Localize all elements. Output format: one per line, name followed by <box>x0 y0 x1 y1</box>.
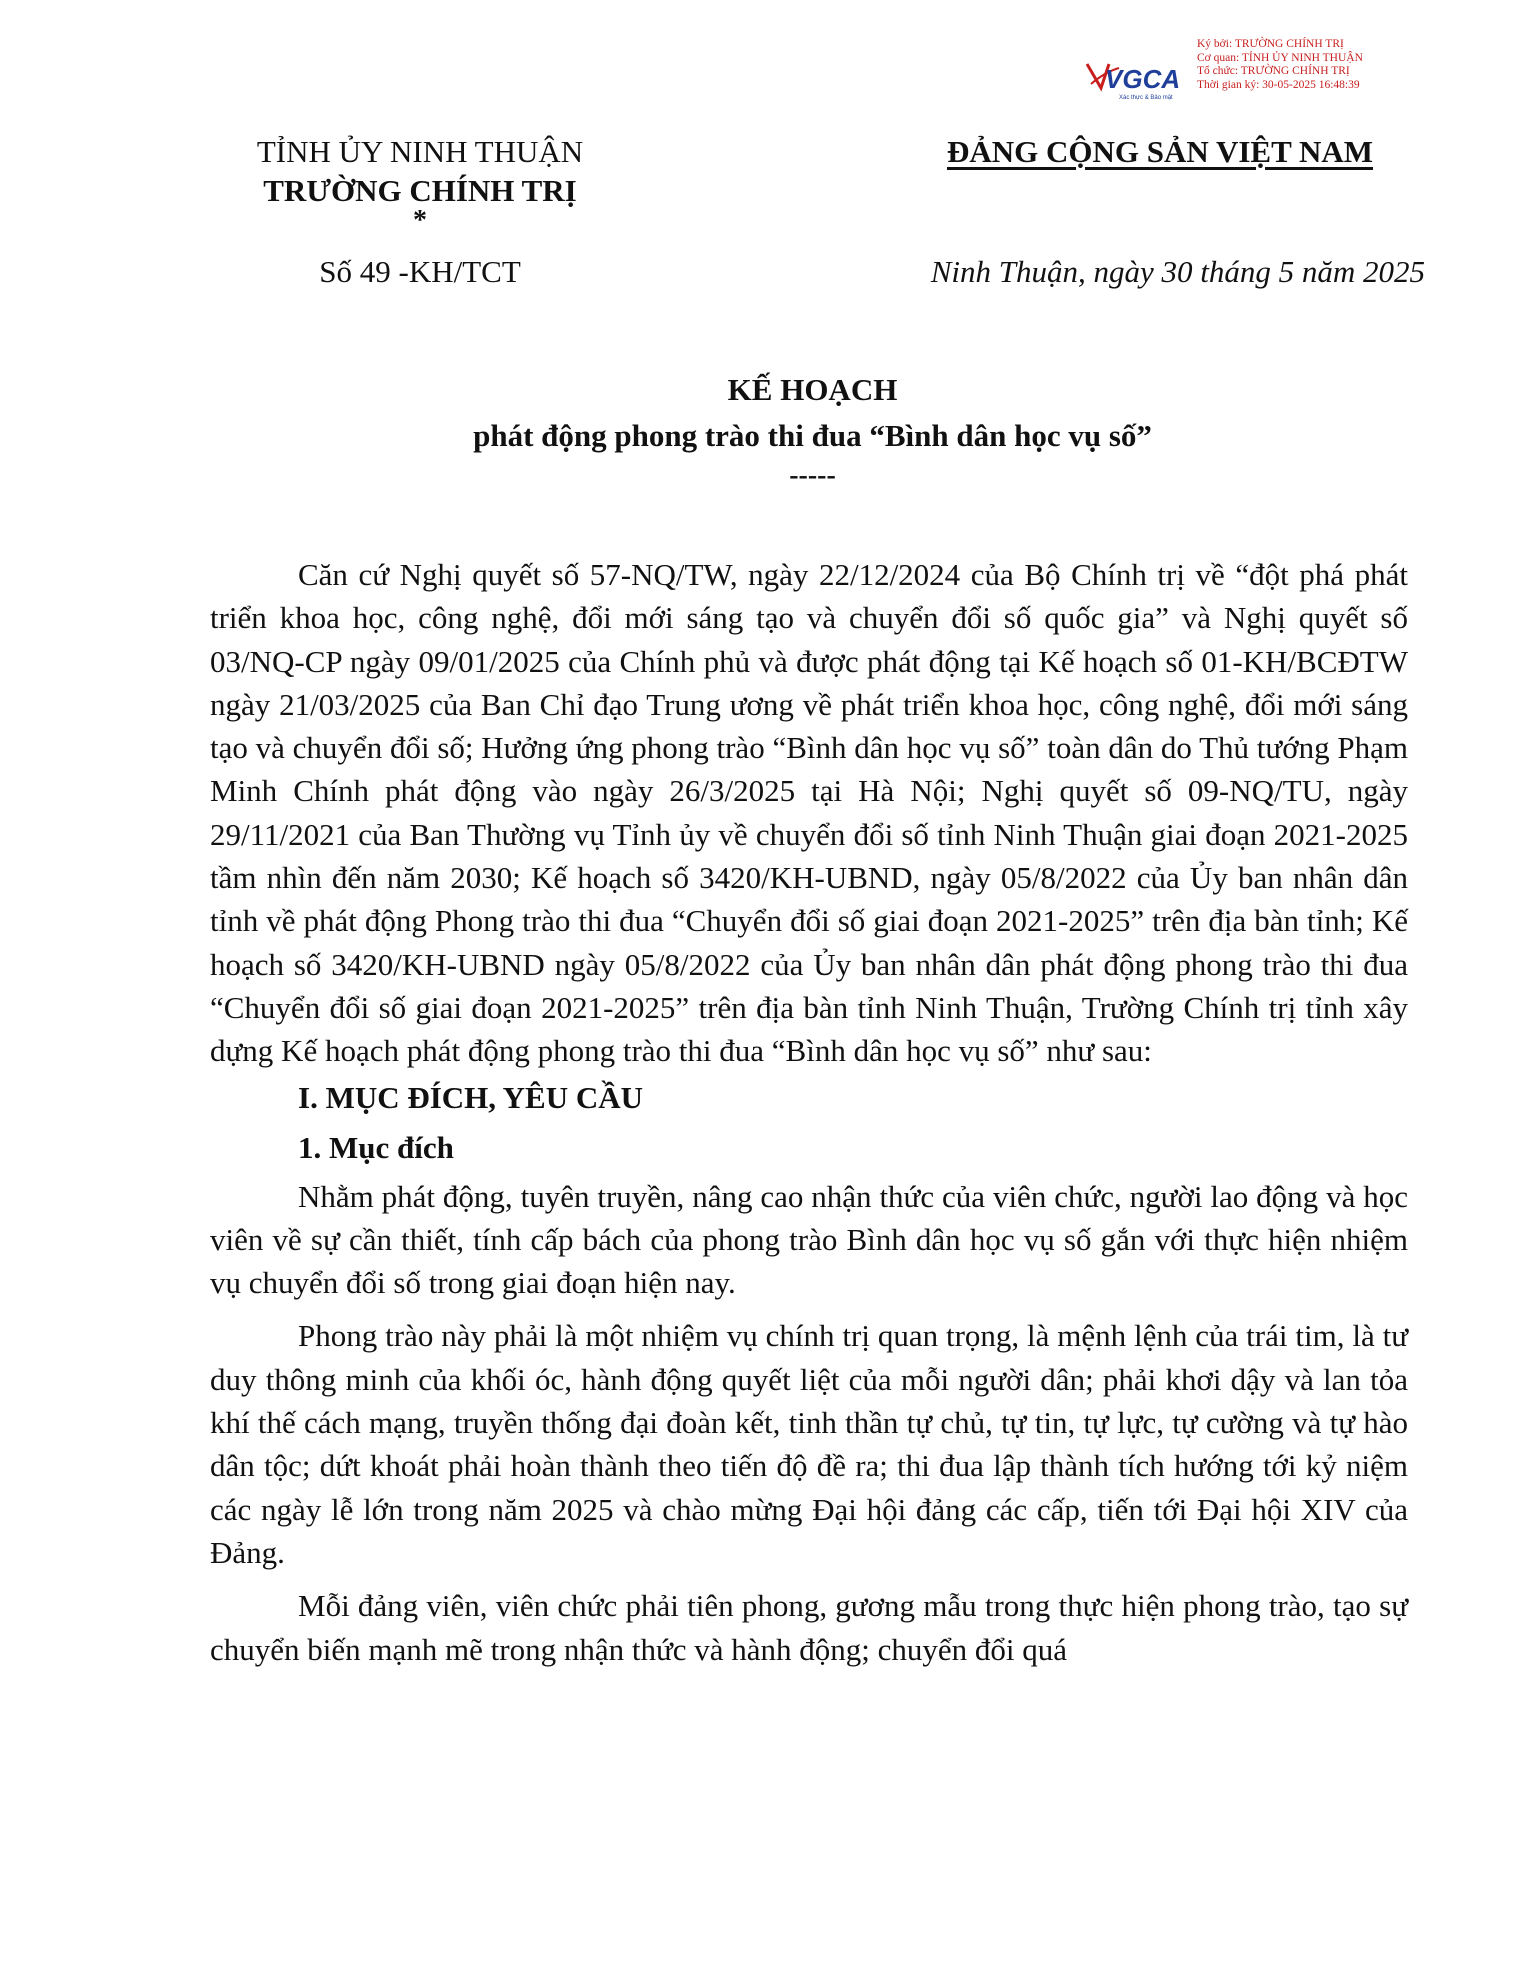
document-number: Số 49 -KH/TCT <box>319 254 521 289</box>
logo-subtext: Xác thực & Bảo mật <box>1119 95 1173 101</box>
party-name: ĐẢNG CỘNG SẢN VIỆT NAM <box>946 134 1373 169</box>
document-body <box>210 553 1408 1671</box>
sign-time-line: Thời gian ký: 30-05-2025 16:48:39 <box>1197 78 1360 91</box>
subsection-heading: 1. Mục đích <box>298 1129 454 1165</box>
digital-signature-stamp <box>1085 38 1415 108</box>
body-paragraph: Phong trào này phải là một nhiệm vụ chính trị quan trọng, là mệnh lệnh của trái tim, là tư duy thông minh của khối óc, hành động quyết liệt của mỗi người dân; phải khơi dậy và lan tỏa khí thế cách mạng, truyền thống đại đoàn kết, tinh thần tự chủ, tự tin, tự lực, tự cường và tự hào dân tộc; dứt khoát phải hoàn thành theo tiến độ đề ra; thi đua lập thành tích hướng tới kỷ niệm các ngày lễ lớn trong năm 2025 và chào mừng Đại hội đảng các cấp, tiến tới Đại hội XIV của Đảng. <box>210 1318 1408 1570</box>
body-paragraph: Mỗi đảng viên, viên chức phải tiên phong, gương mẫu trong thực hiện phong trào, tạo sự chuyển biến mạnh mẽ trong nhận thức và hành động; chuyển đổi quá <box>210 1588 1408 1667</box>
place-date: Ninh Thuận, ngày 30 tháng 5 năm 2025 <box>930 254 1425 289</box>
signer-line: Ký bởi: TRƯỜNG CHÍNH TRỊ <box>1197 38 1344 50</box>
document-subject: phát động phong trào thi đua “Bình dân học vụ số” <box>473 418 1152 453</box>
agency-line: Cơ quan: TỈNH ỦY NINH THUẬN <box>1197 51 1363 64</box>
national-header <box>895 132 1425 172</box>
body-paragraph: Nhằm phát động, tuyên truyền, nâng cao nhận thức của viên chức, người lao động và học viên về sự cần thiết, tính cấp bách của phong trào Bình dân học vụ số gắn với thực hiện nhiệm vụ chuyển đổi số trong giai đoạn hiện nay. <box>210 1178 1408 1301</box>
issuing-authority <box>200 132 640 292</box>
star-mark: * <box>413 205 427 236</box>
organization-name: TRƯỜNG CHÍNH TRỊ <box>263 173 577 208</box>
parent-organization: TỈNH ỦY NINH THUẬN <box>256 134 584 169</box>
signature-details <box>1197 38 1363 92</box>
document-type: KẾ HOẠCH <box>727 372 898 407</box>
organization-line: Tổ chức: TRƯỜNG CHÍNH TRỊ <box>1197 65 1350 77</box>
vgca-logo-icon <box>1085 58 1193 102</box>
section-heading: I. MỤC ĐÍCH, YÊU CẦU <box>298 1079 644 1115</box>
title-separator: ----- <box>789 460 836 491</box>
logo-text: VGCA <box>1105 64 1181 94</box>
intro-paragraph: Căn cứ Nghị quyết số 57-NQ/TW, ngày 22/12/2024 của Bộ Chính trị về “đột phá phát triển khoa học, công nghệ, đổi mới sáng tạo và chuyển đổi số quốc gia” và Nghị quyết số 03/NQ-CP ngày 09/01/2025 của Chính phủ và được phát động tại Kế hoạch số 01-KH/BCĐTW ngày 21/03/2025 của Ban Chỉ đạo Trung ương về phát triển khoa học, công nghệ, đổi mới sáng tạo và chuyển đổi số; Hưởng ứng phong trào “Bình dân học vụ số” toàn dân do Thủ tướng Phạm Minh Chính phát động vào ngày 26/3/2025 tại Hà Nội; Nghị quyết số 09-NQ/TU, ngày 29/11/2021 của Ban Thường vụ Tỉnh ủy về chuyển đổi số tỉnh Ninh Thuận giai đoạn 2021-2025 tầm nhìn đến năm 2030; Kế hoạch số 3420/KH-UBND, ngày 05/8/2022 của Ủy ban nhân dân tỉnh về phát động Phong trào thi đua “Chuyển đổi số giai đoạn 2021-2025” trên địa bàn tỉnh; Kế hoạch số 3420/KH-UBND ngày 05/8/2022 của Ủy ban nhân dân phát động phong trào thi đua “Chuyển đổi số giai đoạn 2021-2025” trên địa bàn tỉnh Ninh Thuận, Trường Chính trị tỉnh xây dựng Kế hoạch phát động phong trào thi đua “Bình dân học vụ số” như sau: <box>210 557 1408 1069</box>
document-title <box>200 370 1425 490</box>
